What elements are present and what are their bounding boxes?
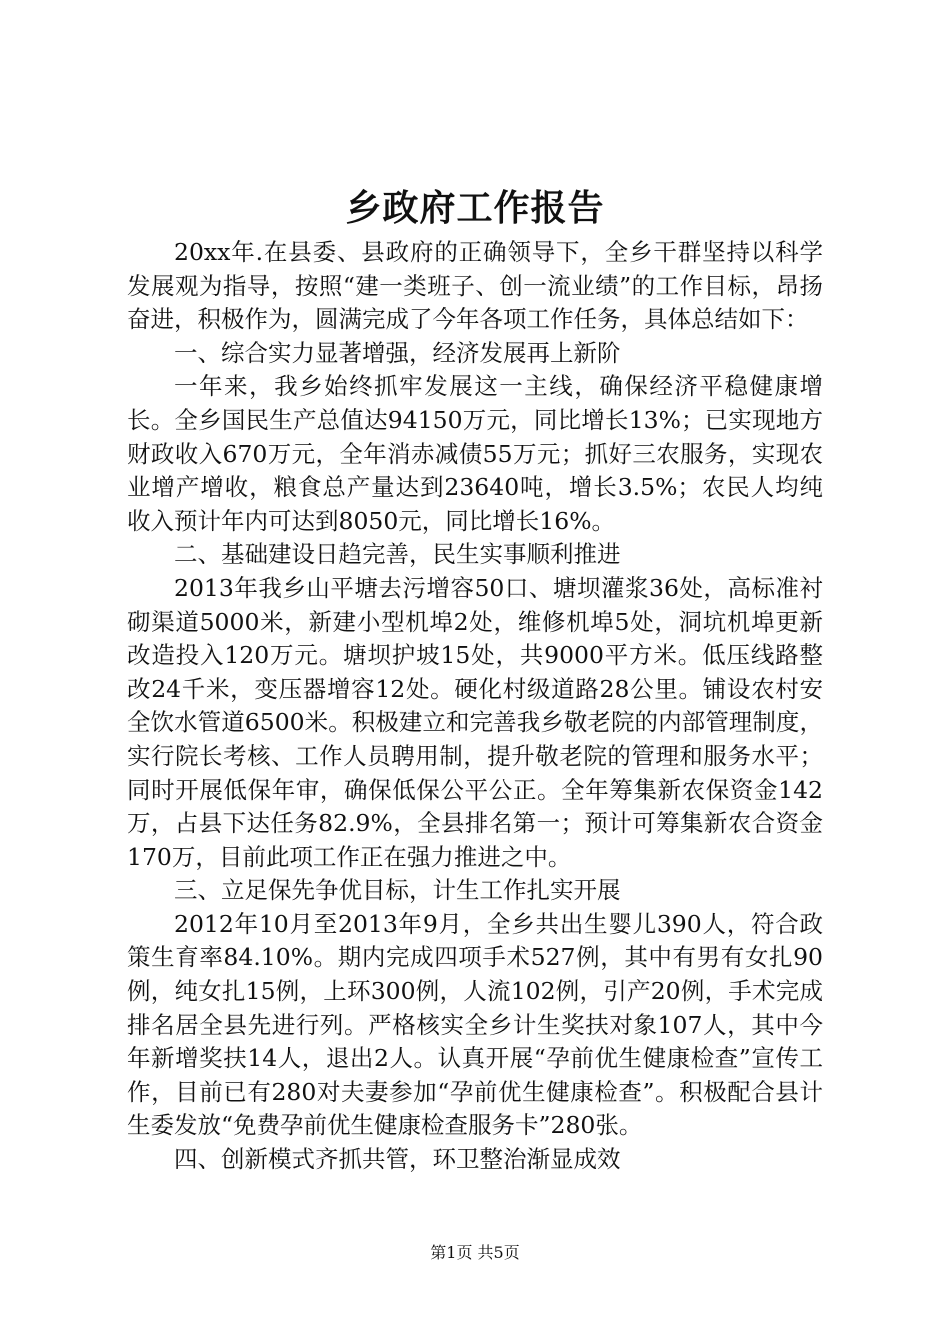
page-number-footer: 第1页 共5页	[430, 1243, 520, 1262]
document-title: 乡政府工作报告	[345, 187, 605, 229]
intro-paragraph: 20xx年.在县委、县政府的正确领导下，全乡干群坚持以科学发展观为指导，按照“建一类班子、创一流业绩”的工作目标，昂扬奋进，积极作为，圆满完成了今年各项工作任务，具体总结如下：	[127, 238, 823, 334]
section-heading-4: 四、创新模式齐抓共管，环卫整治渐显成效	[174, 1145, 621, 1174]
section-paragraph-3: 2012年10月至2013年9月，全乡共出生婴儿390人，符合政策生育率84.10%。期内完成四项手术527例，其中有男有女扎90例，纯女扎15例，上环300例，人流102例，引产20例，手术完成排名居全县先进行列。严格核实全乡计生奖扶对象107人，其中今年新增奖扶14人，退出2人。认真开展“孕前优生健康检查”宣传工作，目前已有280对夫妻参加“孕前优生健康检查”。积极配合县计生委发放“免费孕前优生健康检查服务卡”280张。	[127, 909, 823, 1140]
document-body	[127, 236, 823, 1177]
section-paragraph-2: 2013年我乡山平塘去污增容50口、塘坝灌浆36处，高标准衬砌渠道5000米，新建小型机埠2处，维修机埠5处，洞坑机埠更新改造投入120万元。塘坝护坡15处，共9000平方米。低压线路整改24千米，变压器增容12处。硬化村级道路28公里。铺设农村安全饮水管道6500米。积极建立和完善我乡敬老院的内部管理制度，实行院长考核、工作人员聘用制，提升敬老院的管理和服务水平；同时开展低保年审，确保低保公平公正。全年筹集新农保资金142万，占县下达任务82.9%，全县排名第一；预计可筹集新农合资金170万，目前此项工作正在强力推进之中。	[127, 573, 823, 871]
section-heading-3: 三、立足保先争优目标，计生工作扎实开展	[174, 876, 621, 905]
section-heading-2: 二、基础建设日趋完善，民生实事顺利推进	[174, 540, 621, 569]
section-paragraph-1: 一年来，我乡始终抓牢发展这一主线，确保经济平稳健康增长。全乡国民生产总值达94150万元，同比增长13%；已实现地方财政收入670万元，全年消赤减债55万元；抓好三农服务，实现农业增产增收，粮食总产量达到23640吨，增长3.5%；农民人均纯收入预计年内可达到8050元，同比增长16%。	[127, 372, 823, 535]
section-heading-1: 一、综合实力显著增强，经济发展再上新阶	[174, 338, 621, 367]
